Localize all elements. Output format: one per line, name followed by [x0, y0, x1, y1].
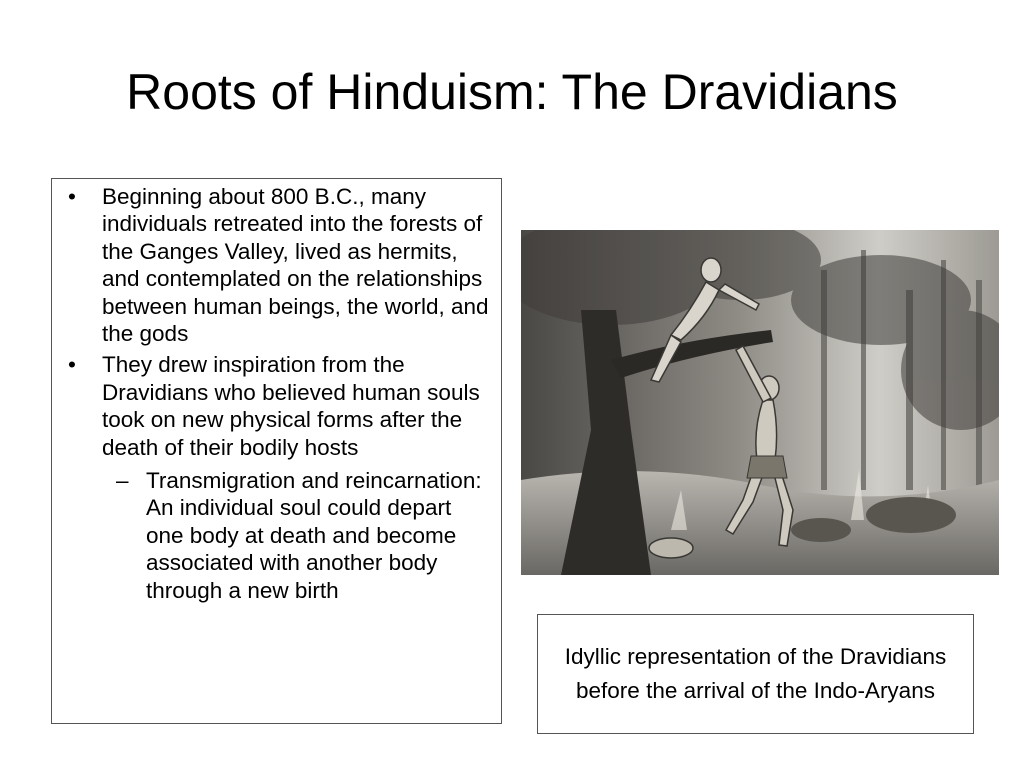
forest-scene-illustration: [521, 230, 999, 575]
image-caption: Idyllic representation of the Dravidians before the arrival of the Indo-Aryans: [564, 644, 947, 703]
sub-bullet-item: [102, 467, 489, 604]
sub-bullet-text: Transmigration and reincarnation: An individual soul could depart one body at death and become associated with another body through a new birth: [146, 468, 482, 603]
bullet-item: [62, 351, 489, 604]
sub-bullet-marker: –: [116, 468, 129, 494]
bullet-marker: •: [68, 352, 76, 378]
slide-title: Roots of Hinduism: The Dravidians: [126, 64, 898, 120]
bullet-text-box: [51, 178, 502, 724]
bullet-text: They drew inspiration from the Dravidians who believed human souls took on new physical forms after the death of their bodily hosts: [102, 352, 480, 460]
bullet-marker: •: [68, 184, 76, 209]
sub-bullet-list: [102, 467, 489, 604]
bullet-item: [62, 183, 489, 347]
bullet-text: Beginning about 800 B.C., many individuals retreated into the forests of the Ganges Valley, lived as hermits, and contemplated on the relationships between human beings, the world, and the gods: [102, 184, 489, 347]
illustration-svg: [521, 230, 999, 575]
bullet-list: [62, 183, 489, 604]
image-caption-box: [537, 614, 974, 734]
